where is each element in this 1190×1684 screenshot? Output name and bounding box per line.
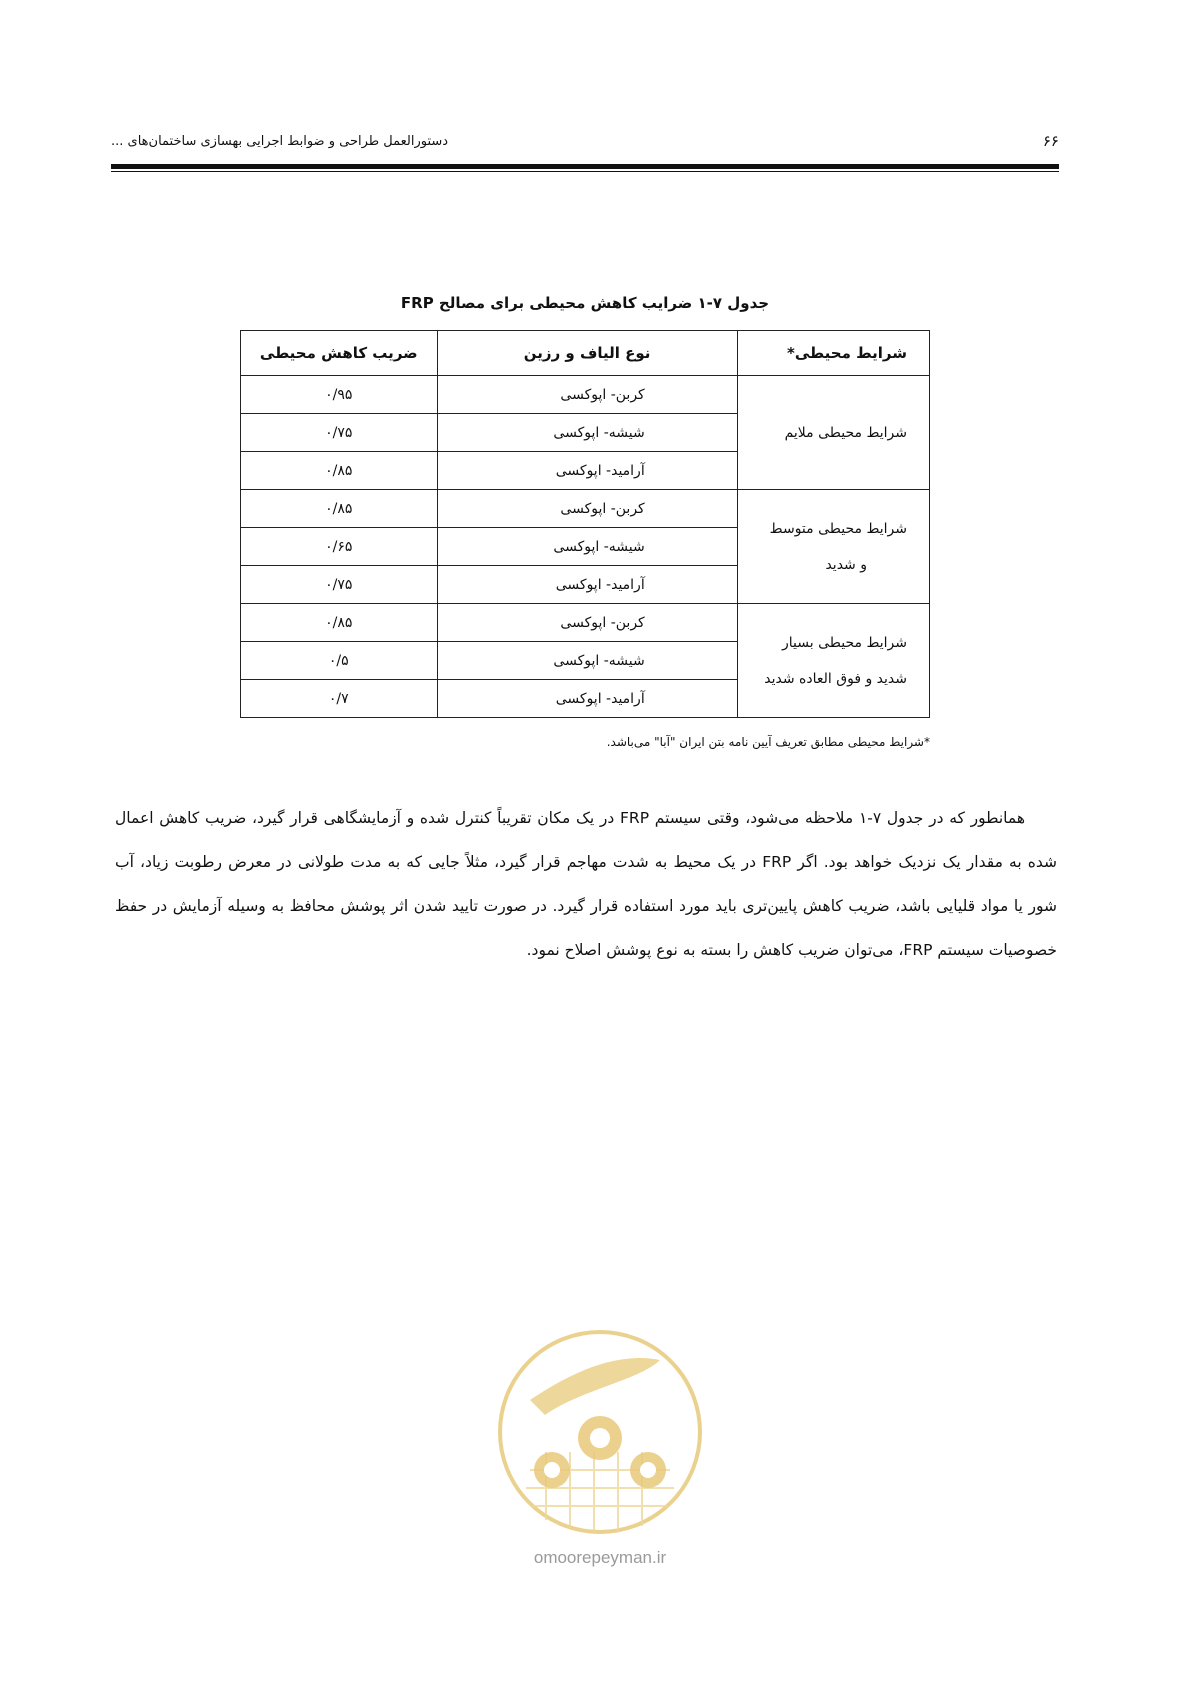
reduction-factor-table [240, 330, 930, 718]
header-rule-thick [111, 164, 1059, 169]
factor-cell: ۰/۵ [241, 642, 438, 680]
fiber-cell: آرامید- اپوکسی [437, 680, 737, 718]
table-row [241, 376, 930, 414]
factor-cell: ۰/۸۵ [241, 452, 438, 490]
condition-line: و شدید [825, 556, 867, 573]
factor-cell: ۰/۸۵ [241, 604, 438, 642]
page-header [111, 128, 1059, 168]
fiber-cell: آرامید- اپوکسی [437, 566, 737, 604]
table-footnote: *شرایط محیطی مطابق تعریف آیین نامه بتن ایران "آبا" می‌باشد. [606, 735, 930, 749]
factor-cell: ۰/۸۵ [241, 490, 438, 528]
condition-line: شرایط محیطی ملایم [784, 424, 907, 441]
condition-cell [737, 376, 929, 490]
condition-cell [737, 490, 929, 604]
condition-line: شرایط محیطی بسیار [782, 634, 907, 651]
factor-cell: ۰/۹۵ [241, 376, 438, 414]
column-header-condition-label: شرایط محیطی* [787, 344, 907, 362]
running-title: دستورالعمل طراحی و ضوابط اجرایی بهسازی ساختمان‌های ... [111, 134, 449, 149]
column-header-condition [737, 331, 929, 376]
fiber-cell: شیشه- اپوکسی [437, 642, 737, 680]
table-header-row [241, 331, 930, 376]
condition-line: شرایط محیطی متوسط [769, 520, 907, 537]
factor-cell: ۰/۷۵ [241, 566, 438, 604]
table-row [241, 490, 930, 528]
body-paragraph: همانطور که در جدول ۷-۱ ملاحظه می‌شود، وقتی سیستم FRP در یک مکان تقریباً کنترل شده و آزمایشگاهی قرار گیرد، ضریب کاهش اعمال شده به مقدار یک نزدیک خواهد بود. اگر FRP در یک محیط به شدت مهاجم قرار گیرد، مثلاً جایی که به مدت طولانی در معرض رطوبت زیاد، آب شور یا مواد قلیایی باشد، ضریب کاهش پایین‌تری باید مورد استفاده قرار گیرد. در صورت تایید شدن اثر پوشش محافظ به وسیله آزمایش در حفظ خصوصیات سیستم FRP، می‌توان ضریب کاهش را بسته به نوع پوشش اصلاح نمود. [115, 809, 1058, 959]
condition-line: شدید و فوق العاده شدید [764, 670, 907, 687]
watermark-url: omoorepeyman.ir [533, 1548, 667, 1567]
factor-cell: ۰/۷ [241, 680, 438, 718]
fiber-cell: شیشه- اپوکسی [437, 528, 737, 566]
factor-cell: ۰/۷۵ [241, 414, 438, 452]
table-caption: جدول ۷-۱ ضرایب کاهش محیطی برای مصالح FRP [400, 294, 770, 312]
fiber-cell: کربن- اپوکسی [437, 604, 737, 642]
table-row [241, 604, 930, 642]
fiber-cell: کربن- اپوکسی [437, 490, 737, 528]
watermark-logo [490, 1320, 710, 1570]
page-number: ۶۶ [1042, 132, 1059, 150]
fiber-cell: کربن- اپوکسی [437, 376, 737, 414]
column-header-fiber: نوع الیاف و رزین [437, 331, 737, 376]
condition-cell [737, 604, 929, 718]
fiber-cell: شیشه- اپوکسی [437, 414, 737, 452]
factor-cell: ۰/۶۵ [241, 528, 438, 566]
column-header-factor: ضریب کاهش محیطی [241, 331, 438, 376]
logo-calligraphy [530, 1358, 660, 1415]
body-paragraph-block [115, 796, 1057, 972]
fiber-cell: آرامید- اپوکسی [437, 452, 737, 490]
header-rule-thin [111, 171, 1059, 172]
